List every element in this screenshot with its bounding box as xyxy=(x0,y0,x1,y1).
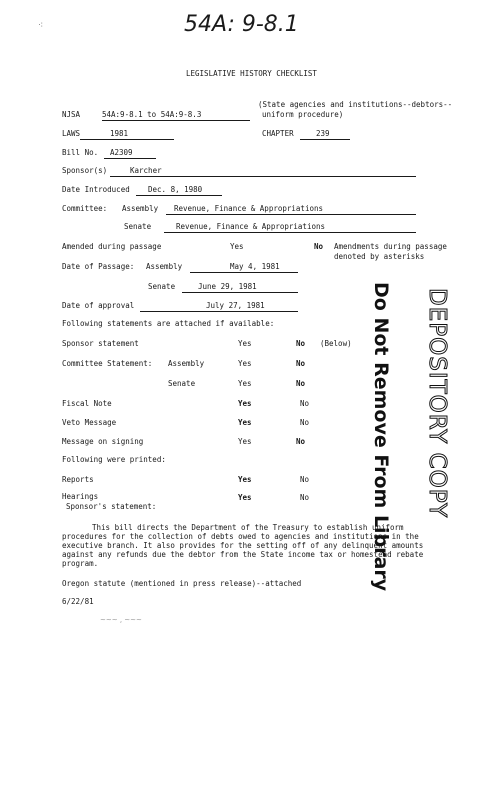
sponsor-statement-heading: Sponsor's statement: xyxy=(66,502,157,511)
committee-assembly-value: Revenue, Finance & Appropriations xyxy=(166,205,416,215)
committee-senate-yes: Yes xyxy=(238,379,252,388)
sponsor-statement-extra: (Below) xyxy=(320,339,352,348)
committee-statement-sub: Assembly xyxy=(168,359,205,368)
njsa-value: 54A:9-8.1 to 54A:9-8.3 xyxy=(102,111,250,121)
amended-note-line1: Amendments during passage xyxy=(334,242,447,251)
committee-statement-label: Committee Statement: xyxy=(62,359,153,368)
njsa-note-line2: uniform procedure) xyxy=(262,110,344,119)
reports-label: Reports xyxy=(62,475,94,484)
chapter-value: 239 xyxy=(300,130,350,140)
committee-senate-sub: Senate xyxy=(168,379,196,388)
handwritten-header: 54A: 9-8.1 xyxy=(184,12,299,37)
committee-senate-label: Senate xyxy=(124,222,152,231)
approval-value: July 27, 1981 xyxy=(140,302,298,312)
following-attached: Following statements are attached if available: xyxy=(62,319,275,328)
laws-label: LAWS xyxy=(62,129,81,138)
message-signing-yes: Yes xyxy=(238,437,252,446)
depository-stamp-line1: DEPOSITORY COPY xyxy=(424,288,450,519)
oregon-note: Oregon statute (mentioned in press release)--attached xyxy=(62,579,302,588)
message-signing-no: No xyxy=(296,437,306,446)
sponsor-statement-label: Sponsor statement xyxy=(62,339,139,348)
committee-senate-value: Revenue, Finance & Appropriations xyxy=(164,223,416,233)
laws-value: 1981 xyxy=(80,130,174,140)
sponsor-label: Sponsor(s) xyxy=(62,166,108,175)
hearings-yes: Yes xyxy=(238,493,252,502)
veto-message-label: Veto Message xyxy=(62,418,117,427)
sponsor-statement-yes: Yes xyxy=(238,339,252,348)
passage-assembly-label: Assembly xyxy=(146,262,183,271)
chapter-label: CHAPTER xyxy=(262,129,294,138)
njsa-note-line1: (State agencies and institutions--debtors-- xyxy=(258,100,453,109)
committee-statement-no: No xyxy=(296,359,306,368)
depository-stamp-line2: Do Not Remove From Library xyxy=(370,282,392,592)
veto-message-no: No xyxy=(300,418,310,427)
passage-label: Date of Passage: xyxy=(62,262,135,271)
reports-no: No xyxy=(300,475,310,484)
committee-statement-yes: Yes xyxy=(238,359,252,368)
statement-paragraph: This bill directs the Department of the Treasury to establish uniform procedures for the collection of debts owed to agencies and institutions in the executive branch. It also provides for the setting off of any delinquent amounts against any refunds due the debtor from the State income tax or homestead rebate program. xyxy=(62,523,424,568)
hearings-no: No xyxy=(300,493,310,502)
date-introduced-value: Dec. 8, 1980 xyxy=(136,186,222,196)
date-introduced-label: Date Introduced xyxy=(62,185,130,194)
approval-label: Date of approval xyxy=(62,301,135,310)
footer-date: 6/22/81 xyxy=(62,597,94,606)
fiscal-note-no: No xyxy=(300,399,310,408)
sponsor-value: Karcher xyxy=(110,167,416,177)
amended-no: No xyxy=(314,242,324,251)
fiscal-note-label: Fiscal Note xyxy=(62,399,112,408)
hearings-label: Hearings xyxy=(62,492,99,501)
message-signing-label: Message on signing xyxy=(62,437,144,446)
fiscal-note-yes: Yes xyxy=(238,399,252,408)
bill-value: A2309 xyxy=(104,149,156,159)
veto-message-yes: Yes xyxy=(238,418,252,427)
passage-senate-label: Senate xyxy=(148,282,176,291)
amended-label: Amended during passage xyxy=(62,242,162,251)
reports-yes: Yes xyxy=(238,475,252,484)
committee-label: Committee: xyxy=(62,204,108,213)
passage-senate-value: June 29, 1981 xyxy=(182,283,298,293)
amended-yes: Yes xyxy=(230,242,244,251)
page-title: LEGISLATIVE HISTORY CHECKLIST xyxy=(186,69,317,78)
following-printed: Following were printed: xyxy=(62,455,166,464)
margin-mark: ⁖ xyxy=(38,21,44,31)
bill-label: Bill No. xyxy=(62,148,99,157)
committee-senate-no: No xyxy=(296,379,306,388)
njsa-label: NJSA xyxy=(62,110,81,119)
amended-note-line2: denoted by asterisks xyxy=(334,252,425,261)
committee-assembly-label: Assembly xyxy=(122,204,159,213)
sponsor-statement-no: No xyxy=(296,339,306,348)
faint-scribble: ~~~ , ~~~ xyxy=(100,616,142,624)
passage-assembly-value: May 4, 1981 xyxy=(190,263,298,273)
